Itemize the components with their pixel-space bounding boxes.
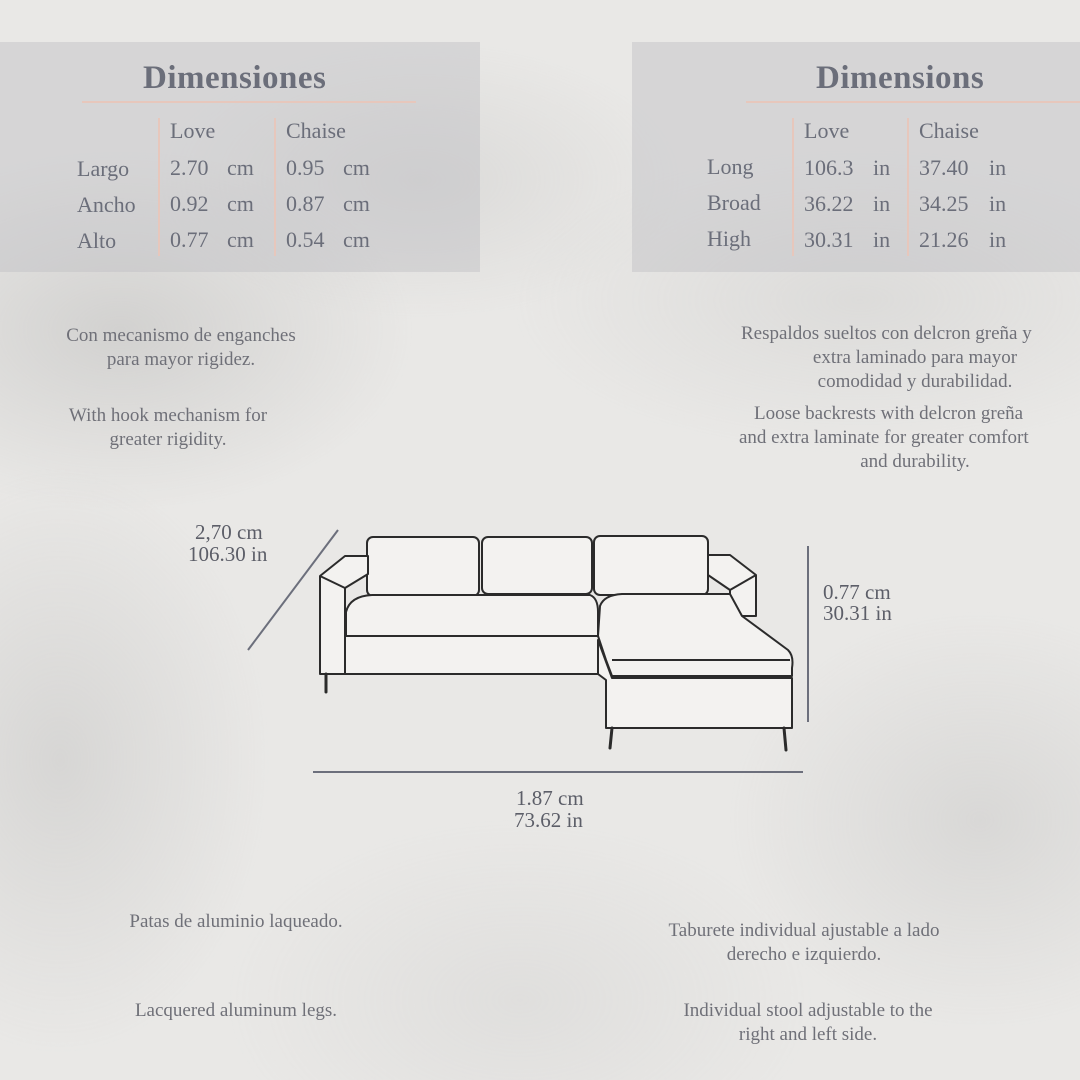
width-label-cm: 1.87 cm: [516, 786, 584, 810]
love-unit: cm: [227, 155, 254, 180]
chaise-unit: in: [989, 227, 1007, 252]
note-line: right and left side.: [738, 1024, 878, 1045]
note-line: para mayor rigidez.: [106, 349, 256, 370]
love-unit: in: [873, 155, 891, 180]
love-unit: in: [873, 191, 891, 216]
column-header-chaise: Chaise: [919, 118, 979, 143]
row-label: Long: [707, 154, 754, 179]
panel-title-en: Dimensions: [816, 60, 985, 96]
love-value: 106.3: [804, 155, 854, 180]
column-header-chaise: Chaise: [286, 118, 346, 143]
love-value: 36.22: [804, 191, 854, 216]
note-line: Taburete individual ajustable a lado: [668, 920, 940, 941]
back-cushion-left: [367, 537, 479, 596]
chaise-unit: in: [989, 191, 1007, 216]
note-line: extra laminado para mayor: [812, 347, 1018, 368]
row-label: Alto: [77, 228, 117, 253]
width-label-in: 73.62 in: [514, 808, 583, 832]
column-header-love: Love: [170, 118, 216, 143]
panel-title-es: Dimensiones: [143, 60, 327, 96]
depth-label-cm: 2,70 cm: [195, 520, 263, 544]
row-label: Largo: [77, 156, 130, 181]
note-line: Individual stool adjustable to the: [683, 1000, 933, 1021]
depth-label-in: 106.30 in: [188, 542, 268, 566]
note-line: and extra laminate for greater comfort: [739, 427, 1029, 448]
note-line: greater rigidity.: [109, 429, 227, 450]
leg-chaise-right: [784, 728, 786, 750]
note-line: derecho e izquierdo.: [726, 944, 882, 965]
chaise-value: 0.54: [286, 227, 325, 252]
note-line: Patas de aluminio laqueado.: [129, 911, 343, 932]
note-line: Respaldos sueltos con delcron greña y: [741, 323, 1032, 344]
height-label-in: 30.31 in: [823, 601, 892, 625]
love-value: 30.31: [804, 227, 854, 252]
back-cushion-middle: [482, 537, 592, 594]
column-header-love: Love: [804, 118, 850, 143]
row-label: High: [707, 226, 751, 251]
love-unit: cm: [227, 227, 254, 252]
chaise-unit: cm: [343, 155, 370, 180]
note-line: and durability.: [860, 451, 970, 472]
chaise-value: 21.26: [919, 227, 969, 252]
loveseat-seat-cushion: [346, 595, 598, 636]
love-value: 0.77: [170, 227, 209, 252]
chaise-seat-cushion: [598, 594, 793, 676]
chaise-unit: cm: [343, 227, 370, 252]
row-label: Broad: [707, 190, 761, 215]
love-value: 0.92: [170, 191, 209, 216]
note-line: Loose backrests with delcron greña: [754, 403, 1024, 424]
leg-chaise-front: [610, 728, 612, 748]
note-line: Lacquered aluminum legs.: [134, 1000, 338, 1021]
love-value: 2.70: [170, 155, 209, 180]
chaise-unit: in: [989, 155, 1007, 180]
chaise-value: 0.87: [286, 191, 325, 216]
love-unit: in: [873, 227, 891, 252]
sofa-drawing: [320, 536, 793, 728]
note-line: comodidad y durabilidad.: [817, 371, 1013, 392]
love-unit: cm: [227, 191, 254, 216]
back-cushion-right: [594, 536, 708, 595]
note-line: With hook mechanism for: [68, 405, 268, 426]
chaise-value: 0.95: [286, 155, 325, 180]
chaise-unit: cm: [343, 191, 370, 216]
row-label: Ancho: [77, 192, 136, 217]
loveseat-base: [344, 636, 600, 674]
chaise-value: 34.25: [919, 191, 969, 216]
chaise-value: 37.40: [919, 155, 969, 180]
height-label-cm: 0.77 cm: [823, 580, 891, 604]
note-line: Con mecanismo de enganches: [66, 325, 296, 346]
